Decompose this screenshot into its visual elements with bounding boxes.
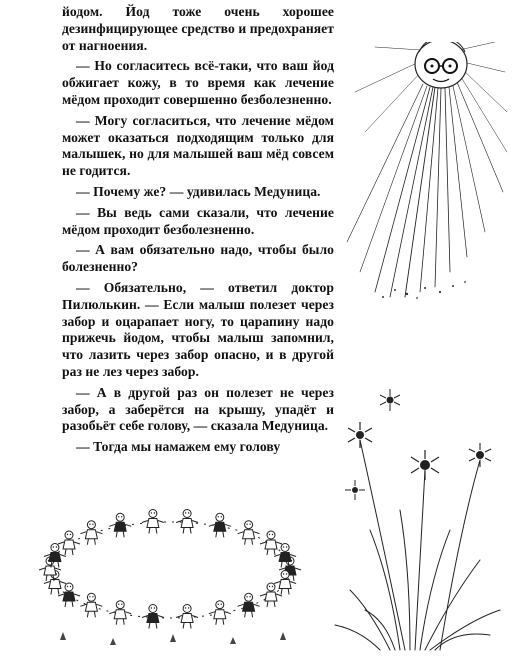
child-figure <box>209 601 231 625</box>
paragraph-1: йодом. Йод тоже очень хорошее дезинфицирующее средство и предохраняет от нагноения. <box>62 4 334 53</box>
paragraph-2: — Но согласитесь всё-таки, что ваш йод обжигает кожу, в то время как лечение мёдом проходит совершенно безболезненно. <box>62 58 334 107</box>
child-figure <box>109 513 131 537</box>
paragraph-9: — Тогда мы намажем ему голову <box>76 439 281 455</box>
paragraph-8: — А в другой раз он полезет не через забор, а заберётся на крышу, упадёт и разобьёт себе голову, — сказала Медуница. <box>62 384 334 434</box>
child-figure <box>176 605 198 629</box>
child-figure <box>238 521 260 545</box>
ground-dots-icon <box>382 281 466 299</box>
paragraph-3: — Могу согласиться, что лечение мёдом может оказаться подходящим только для малышек, но для малышей ваш мёд совсем не годится. <box>62 112 334 179</box>
flowers-illustration <box>330 380 510 660</box>
child-figure <box>142 510 164 534</box>
sun-illustration <box>335 42 510 302</box>
grass-icon <box>335 440 500 650</box>
children-illustration <box>20 500 340 650</box>
child-figure <box>260 531 282 555</box>
paragraph-7: — Обязательно, — ответил доктор Пилюлькин. — Если малыш полезет через забор и оцарапает ногу, то царапину надо прижечь йодом, чтобы малыш запомнил, что лазить через забор опасно, и в другой раз не лез через забор. <box>62 279 334 379</box>
paragraph-6: — А вам обязательно надо, чтобы было болезненно? <box>62 242 334 275</box>
child-figure <box>260 583 282 607</box>
child-figure <box>58 531 80 555</box>
child-figure <box>58 583 80 607</box>
paragraph-4: — Почему же? — удивилась Медуница. <box>76 183 321 199</box>
child-figure <box>142 605 164 629</box>
child-figure <box>238 593 260 617</box>
children-figures-icon <box>39 510 301 629</box>
child-figure <box>80 593 102 617</box>
daisy-flowers-icon <box>345 389 491 500</box>
child-figure <box>209 513 231 537</box>
sun-face-icon <box>415 42 467 88</box>
text-column <box>62 4 334 456</box>
child-figure <box>80 521 102 545</box>
child-figure <box>176 510 198 534</box>
child-figure <box>109 601 131 625</box>
ground-grass-icon <box>60 632 286 645</box>
paragraph-5: — Вы ведь сами сказали, что лечение мёдом проходит безболезненно. <box>62 204 334 237</box>
